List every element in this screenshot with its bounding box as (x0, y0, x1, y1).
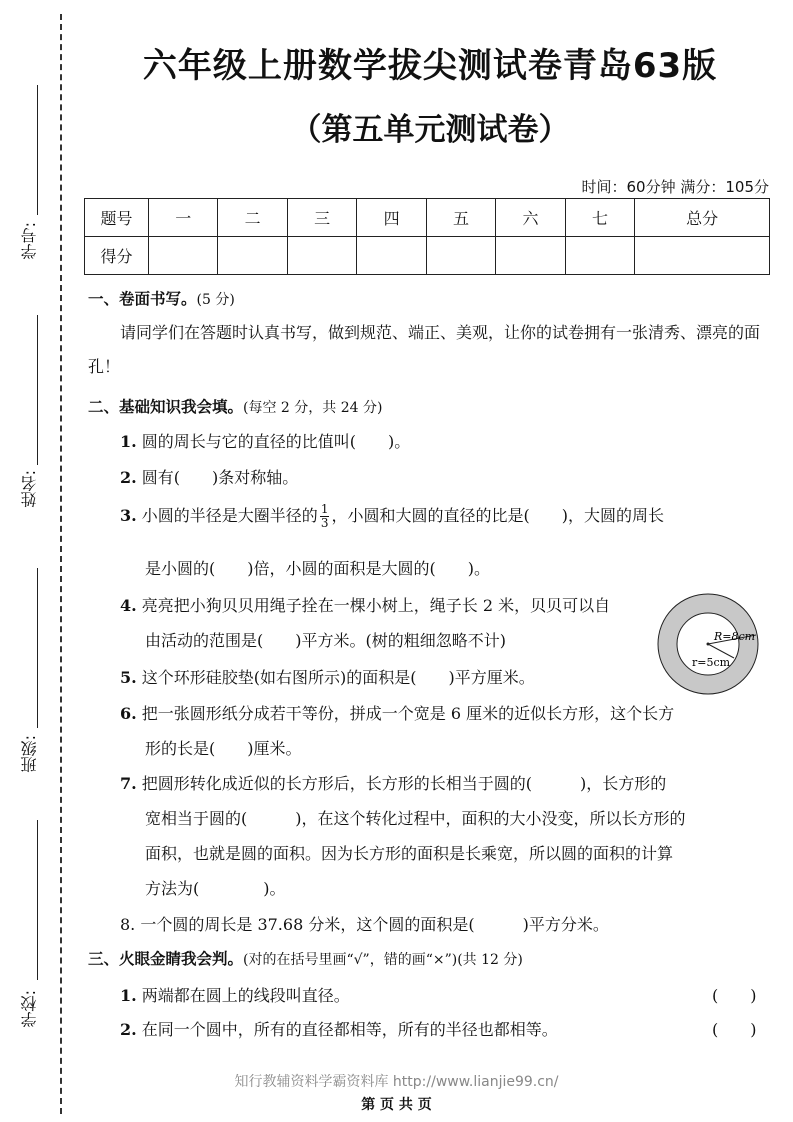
ring-figure (652, 592, 770, 696)
section-2-note: (每空 2 分，共 24 分) (243, 400, 383, 416)
score-input-cell[interactable] (426, 237, 495, 275)
answer-paren-3-2[interactable]: ( ) (712, 1020, 757, 1039)
score-input-cell[interactable] (287, 237, 356, 275)
question-text: 圆有( )条对称轴。 (141, 468, 299, 487)
score-input-cell[interactable] (218, 237, 287, 275)
school-line (37, 820, 38, 980)
question-2-4 (120, 593, 610, 616)
page-subtitle: （第五单元测试卷） (290, 112, 570, 148)
score-table-cell: 四 (357, 199, 426, 237)
section-1-text: 请同学们在答题时认真书写，做到规范、端正、美观，让你的试卷拥有一张清秀、漂亮的面孔！ (88, 323, 761, 376)
school-label: 学校: (20, 990, 39, 1028)
score-table-cell: 六 (496, 199, 565, 237)
time-info: 时间：60分钟 满分：105分 (581, 178, 769, 196)
score-table-cell: 一 (149, 199, 218, 237)
fraction-denominator: 3 (320, 516, 329, 530)
question-2-3-cont: 是小圆的( )倍，小圆的面积是大圆的( )。 (145, 559, 490, 578)
section-1-note: (5 分) (196, 292, 235, 308)
center-point (707, 643, 710, 646)
name-label: 姓名: (20, 470, 39, 508)
question-2-7-cont-3: 方法为( )。 (145, 879, 286, 898)
class-label: 班级: (20, 735, 39, 773)
question-number: 1. (120, 986, 137, 1005)
score-table-cell: 三 (287, 199, 356, 237)
question-text: 把圆形转化成近似的长方形后，长方形的长相当于圆的( )，长方形的 (141, 774, 667, 793)
question-2-7-cont-1: 宽相当于圆的( )，在这个转化过程中，面积的大小没变，所以长方形的 (145, 809, 686, 828)
binding-dashed-line (60, 14, 62, 1114)
page-title: 六年级上册数学拔尖测试卷青岛63版 (142, 46, 718, 86)
answer-paren-3-1[interactable]: ( ) (712, 986, 757, 1005)
section-1-title: 一、卷面书写。 (88, 290, 197, 308)
question-2-2 (120, 465, 298, 488)
page-number: 第 页 共 页 (361, 1097, 432, 1113)
question-text: 亮亮把小狗贝贝用绳子拴在一棵小树上，绳子长 2 米，贝贝可以自 (141, 596, 611, 615)
question-number: 2. (120, 1020, 137, 1039)
score-table-cell: 五 (426, 199, 495, 237)
fraction (320, 503, 330, 530)
question-text: ，小圆和大圆的直径的比是( )，大圆的周长 (331, 506, 664, 525)
question-number: 4. (120, 596, 137, 615)
footer-watermark: 知行教辅资料学霸资料库 http://www.lianjie99.cn/ (234, 1074, 559, 1090)
score-table-cell: 总分 (635, 199, 770, 237)
question-2-6-cont: 形的长是( )厘米。 (145, 739, 302, 758)
question-2-6 (120, 701, 674, 724)
question-2-7-cont-2: 面积，也就是圆的面积。因为长方形的面积是长乘宽，所以圆的面积的计算 (145, 844, 674, 863)
student-id-label: 学号: (20, 222, 39, 260)
inner-radius-label: r=5cm (692, 656, 731, 669)
question-number: 6. (120, 704, 137, 723)
question-number: 5. (120, 668, 137, 687)
name-line (37, 315, 38, 465)
question-2-5 (120, 665, 535, 688)
student-id-line (37, 85, 38, 215)
section-2-title: 二、基础知识我会填。 (88, 398, 244, 416)
score-input-cell[interactable] (357, 237, 426, 275)
question-2-8: 8. 一个圆的周长是 37.68 分米，这个圆的面积是( )平方分米。 (120, 915, 609, 934)
score-input-cell[interactable] (149, 237, 218, 275)
question-2-7 (120, 771, 666, 794)
score-table-cell: 得分 (85, 237, 149, 275)
score-input-cell[interactable] (496, 237, 565, 275)
section-3-title: 三、火眼金睛我会判。 (88, 950, 244, 968)
question-3-2 (120, 1017, 558, 1040)
question-text: 这个环形硅胶垫(如右图所示)的面积是( )平方厘米。 (141, 668, 535, 687)
score-input-cell[interactable] (635, 237, 770, 275)
question-text: 在同一个圆中，所有的直径都相等，所有的半径也都相等。 (141, 1020, 558, 1039)
question-number: 1. (120, 432, 137, 451)
section-3-heading (88, 947, 523, 969)
question-number: 7. (120, 774, 137, 793)
question-2-3 (120, 503, 664, 530)
question-3-1 (120, 983, 350, 1006)
section-1-heading (88, 287, 235, 309)
score-table-cell: 二 (218, 199, 287, 237)
section-3-note: (对的在括号里画“√”，错的画“×”)(共 12 分) (243, 952, 523, 968)
score-input-cell[interactable] (565, 237, 634, 275)
fraction-numerator: 1 (320, 502, 329, 516)
question-number: 3. (120, 506, 137, 525)
question-text: 把一张圆形纸分成若干等份，拼成一个宽是 6 厘米的近似长方形，这个长方 (141, 704, 675, 723)
score-table-score-row (85, 237, 770, 275)
question-2-1 (120, 429, 410, 452)
class-line (37, 568, 38, 728)
question-text: 两端都在圆上的线段叫直径。 (141, 986, 350, 1005)
question-2-4-cont: 由活动的范围是( )平方米。(树的粗细忽略不计) (145, 631, 506, 650)
outer-radius-label: R=8cm (714, 630, 756, 643)
question-number: 2. (120, 468, 137, 487)
question-text: 小圆的半径是大圈半径的 (141, 506, 318, 525)
section-2-heading (88, 395, 382, 417)
score-table-cell: 题号 (85, 199, 149, 237)
score-table-header-row (85, 199, 770, 237)
score-table (84, 198, 770, 275)
score-table-cell: 七 (565, 199, 634, 237)
question-text: 圆的周长与它的直径的比值叫( )。 (141, 432, 411, 451)
